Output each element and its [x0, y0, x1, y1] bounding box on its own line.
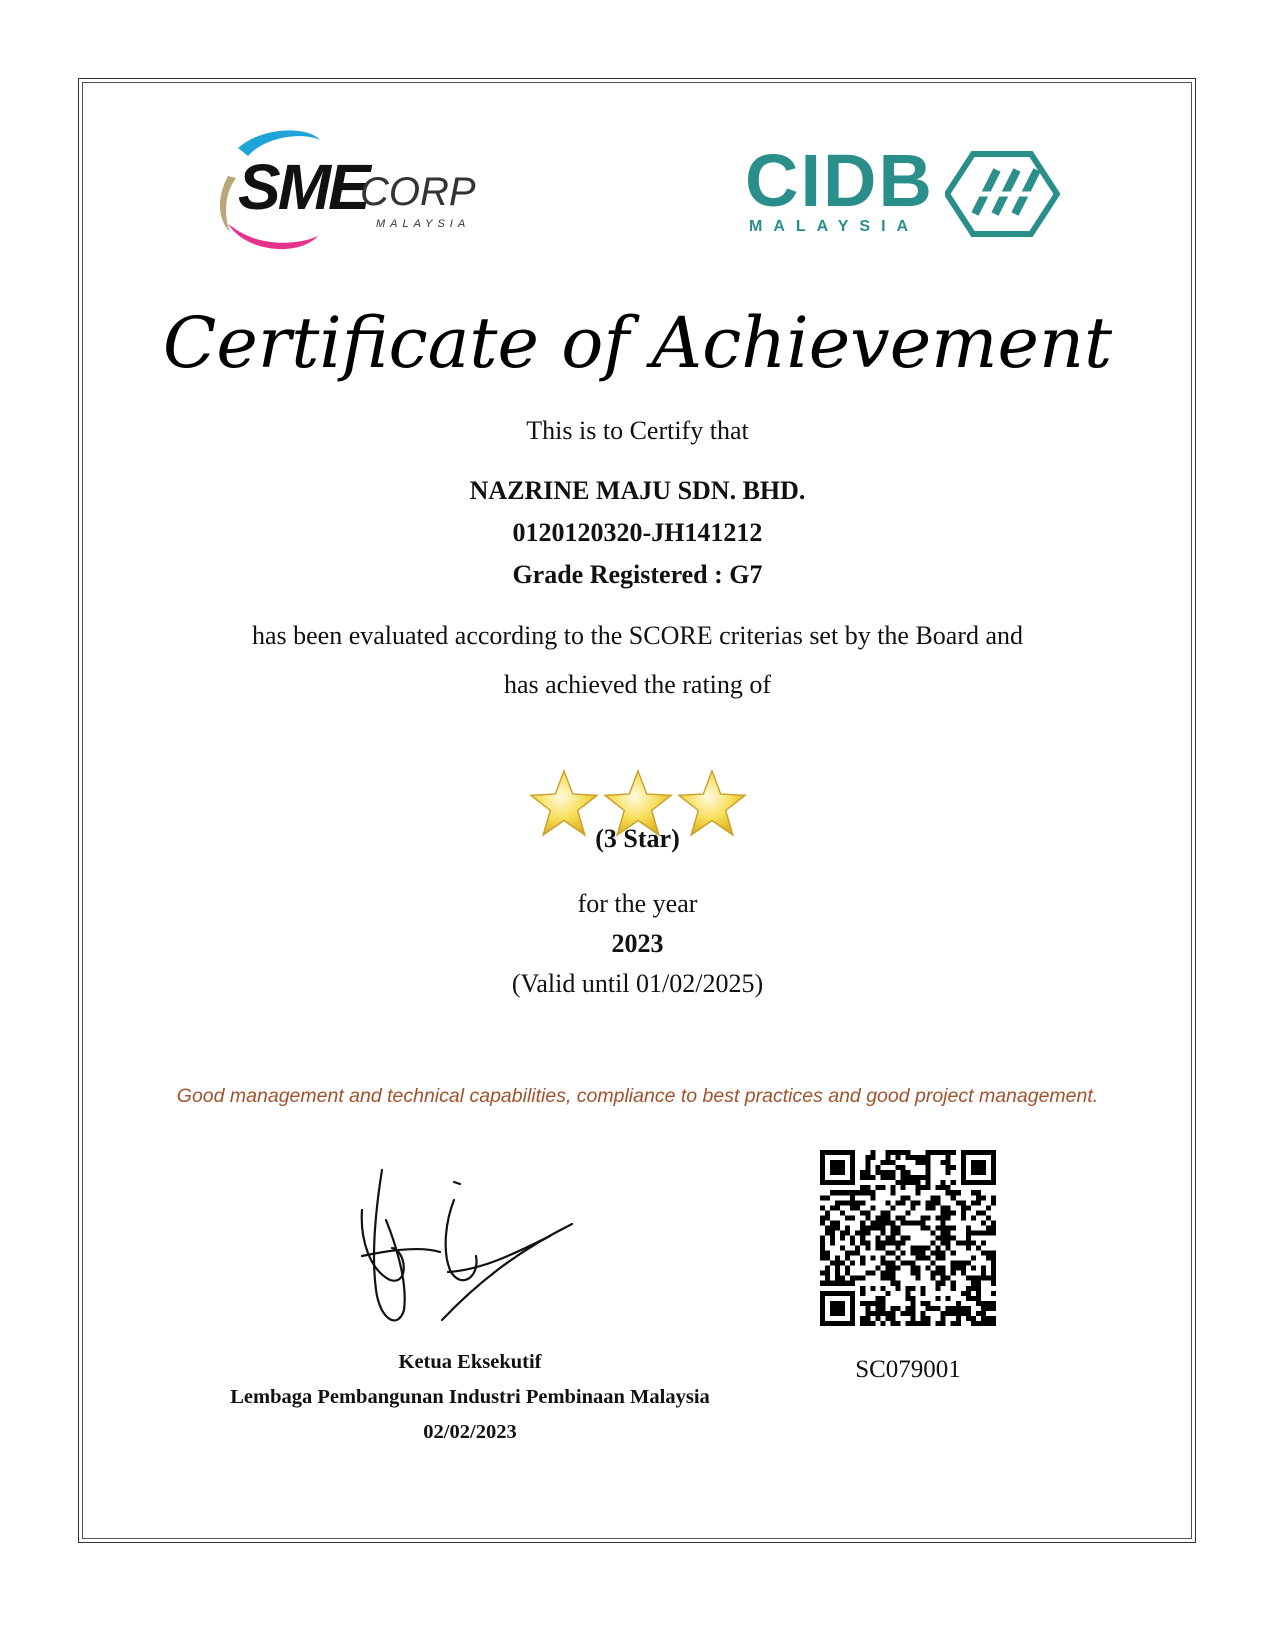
smecorp-logo-country: MALAYSIA	[376, 218, 471, 230]
cidb-emblem-icon	[945, 150, 1060, 238]
smecorp-logo	[208, 128, 508, 254]
signatory-organization: Lembaga Pembangunan Industri Pembinaan Malaysia	[230, 1386, 710, 1408]
validity-date: (Valid until 01/02/2025)	[511, 969, 764, 998]
cidb-logo-country: MALAYSIA	[749, 218, 920, 235]
signatory-position: Ketua Eksekutif	[398, 1351, 542, 1373]
cidb-logo	[745, 139, 1065, 248]
smecorp-logo-main: SME	[238, 151, 368, 223]
signature-image	[350, 1160, 590, 1340]
certify-intro: This is to Certify that	[526, 416, 749, 445]
certificate-title: Certificate of Achievement	[162, 302, 1113, 384]
cidb-logo-main: CIDB	[745, 139, 934, 222]
star-label: (3 Star)	[595, 824, 680, 853]
qr-code-icon[interactable]	[820, 1150, 996, 1326]
reference-number: SC079001	[855, 1356, 961, 1383]
evaluation-line-2: has achieved the rating of	[503, 670, 772, 699]
registration-number: 0120120320-JH141212	[512, 518, 763, 547]
signatory-date: 02/02/2023	[423, 1421, 517, 1443]
rating-year: 2023	[611, 929, 664, 958]
rating-description: Good management and technical capabilities, compliance to best practices and good project management.	[176, 1085, 1099, 1107]
company-name: NAZRINE MAJU SDN. BHD.	[469, 476, 806, 505]
smecorp-logo-sub: CORP	[360, 170, 476, 214]
grade-registered: Grade Registered : G7	[512, 560, 763, 589]
year-label: for the year	[577, 889, 698, 918]
evaluation-line-1: has been evaluated according to the SCORE criterias set by the Board and	[251, 621, 1024, 650]
